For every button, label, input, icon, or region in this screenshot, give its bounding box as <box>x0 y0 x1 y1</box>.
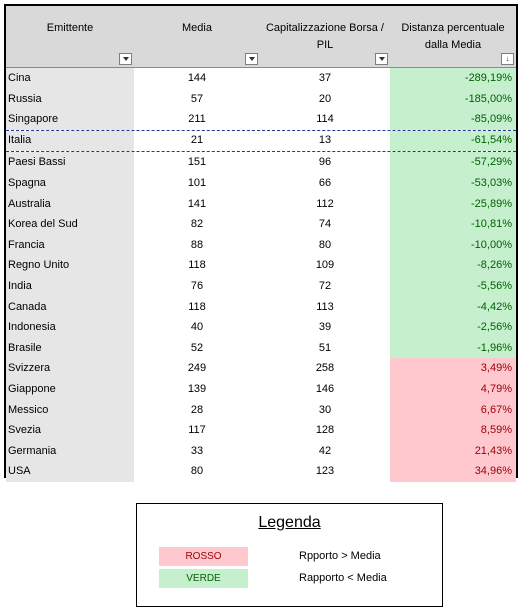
cell-media: 88 <box>134 235 260 256</box>
table-row <box>6 420 516 441</box>
cell-distanza: -289,19% <box>390 68 516 89</box>
cell-distanza: -8,26% <box>390 255 516 276</box>
cell-distanza: -61,54% <box>390 131 516 152</box>
legend-box <box>136 503 443 607</box>
cell-emittente: India <box>6 276 134 297</box>
legend-red-swatch: ROSSO <box>159 547 248 566</box>
table-row <box>6 68 516 89</box>
cell-distanza: 8,59% <box>390 420 516 441</box>
cell-capitalizzazione: 112 <box>260 194 390 215</box>
cell-media: 144 <box>134 68 260 89</box>
cell-emittente: Indonesia <box>6 317 134 338</box>
cell-distanza: 4,79% <box>390 379 516 400</box>
cell-media: 82 <box>134 214 260 235</box>
cell-distanza: 21,43% <box>390 441 516 462</box>
cell-emittente: Svizzera <box>6 358 134 379</box>
cell-capitalizzazione: 37 <box>260 68 390 89</box>
table-header <box>6 6 516 68</box>
cell-emittente: Germania <box>6 441 134 462</box>
cell-media: 76 <box>134 276 260 297</box>
cell-media: 57 <box>134 89 260 110</box>
cell-emittente: Svezia <box>6 420 134 441</box>
cell-emittente: Russia <box>6 89 134 110</box>
header-media <box>134 6 260 67</box>
header-capitalizzazione <box>260 6 390 67</box>
spreadsheet-table <box>4 4 518 478</box>
cell-distanza: -185,00% <box>390 89 516 110</box>
cell-distanza: -10,00% <box>390 235 516 256</box>
cell-emittente: Francia <box>6 235 134 256</box>
cell-capitalizzazione: 51 <box>260 338 390 359</box>
table-row <box>6 255 516 276</box>
cell-media: 80 <box>134 461 260 482</box>
table-row <box>6 214 516 235</box>
cell-emittente: Cina <box>6 68 134 89</box>
legend-red-description: Rpporto > Media <box>299 550 381 562</box>
cell-media: 21 <box>134 131 260 152</box>
filter-dropdown-icon[interactable] <box>119 53 132 65</box>
legend-green-swatch: VERDE <box>159 569 248 588</box>
table-row <box>6 194 516 215</box>
cell-emittente: Messico <box>6 400 134 421</box>
table-row <box>6 358 516 379</box>
cell-capitalizzazione: 123 <box>260 461 390 482</box>
table-row <box>6 461 516 482</box>
table-row <box>6 235 516 256</box>
cell-media: 211 <box>134 109 260 130</box>
table-row <box>6 276 516 297</box>
cell-distanza: -5,56% <box>390 276 516 297</box>
cell-media: 249 <box>134 358 260 379</box>
table-row <box>6 152 516 173</box>
cell-capitalizzazione: 113 <box>260 297 390 318</box>
cell-capitalizzazione: 96 <box>260 152 390 173</box>
table-row <box>6 317 516 338</box>
cell-media: 117 <box>134 420 260 441</box>
cell-media: 118 <box>134 297 260 318</box>
cell-media: 151 <box>134 152 260 173</box>
table-row <box>6 379 516 400</box>
cell-capitalizzazione: 128 <box>260 420 390 441</box>
cell-media: 28 <box>134 400 260 421</box>
table-row <box>6 173 516 194</box>
cell-emittente: Canada <box>6 297 134 318</box>
cell-capitalizzazione: 146 <box>260 379 390 400</box>
header-dist-line2: dalla Media <box>424 39 482 51</box>
cell-media: 40 <box>134 317 260 338</box>
table-row <box>6 400 516 421</box>
cell-distanza: -10,81% <box>390 214 516 235</box>
cell-distanza: -85,09% <box>390 109 516 130</box>
cell-distanza: -25,89% <box>390 194 516 215</box>
cell-capitalizzazione: 258 <box>260 358 390 379</box>
cell-distanza: 3,49% <box>390 358 516 379</box>
cell-emittente: Singapore <box>6 109 134 130</box>
cell-capitalizzazione: 20 <box>260 89 390 110</box>
cell-emittente: Paesi Bassi <box>6 152 134 173</box>
cell-distanza: -57,29% <box>390 152 516 173</box>
cell-distanza: 34,96% <box>390 461 516 482</box>
cell-capitalizzazione: 72 <box>260 276 390 297</box>
header-distanza-label <box>390 20 516 54</box>
legend-green-description: Rapporto < Media <box>299 572 387 584</box>
table-body <box>6 68 516 482</box>
cell-distanza: -4,42% <box>390 297 516 318</box>
filter-dropdown-icon[interactable] <box>245 53 258 65</box>
cell-capitalizzazione: 74 <box>260 214 390 235</box>
cell-emittente: USA <box>6 461 134 482</box>
cell-capitalizzazione: 114 <box>260 109 390 130</box>
header-capitalizzazione-label <box>260 20 390 54</box>
header-media-label: Media <box>182 22 212 34</box>
cell-distanza: 6,67% <box>390 400 516 421</box>
cell-capitalizzazione: 39 <box>260 317 390 338</box>
cell-emittente: Regno Unito <box>6 255 134 276</box>
table-row <box>6 89 516 110</box>
cell-emittente: Giappone <box>6 379 134 400</box>
cell-emittente: Spagna <box>6 173 134 194</box>
cell-emittente: Italia <box>6 131 134 152</box>
cell-emittente: Korea del Sud <box>6 214 134 235</box>
cell-distanza: -1,96% <box>390 338 516 359</box>
cell-media: 139 <box>134 379 260 400</box>
cell-distanza: -2,56% <box>390 317 516 338</box>
cell-capitalizzazione: 13 <box>260 131 390 152</box>
header-dist-line1: Distanza percentuale <box>401 22 505 34</box>
table-row <box>6 338 516 359</box>
filter-dropdown-icon[interactable] <box>375 53 388 65</box>
table-row-highlighted <box>6 130 516 153</box>
table-row <box>6 441 516 462</box>
cell-media: 101 <box>134 173 260 194</box>
cell-emittente: Australia <box>6 194 134 215</box>
cell-capitalizzazione: 42 <box>260 441 390 462</box>
header-emittente-label: Emittente <box>46 22 94 34</box>
cell-emittente: Brasile <box>6 338 134 359</box>
cell-capitalizzazione: 30 <box>260 400 390 421</box>
cell-media: 118 <box>134 255 260 276</box>
cell-capitalizzazione: 109 <box>260 255 390 276</box>
cell-media: 141 <box>134 194 260 215</box>
table-row <box>6 297 516 318</box>
header-cap-line2: PIL <box>316 39 334 51</box>
cell-media: 33 <box>134 441 260 462</box>
cell-media: 52 <box>134 338 260 359</box>
sort-descending-filter-icon[interactable]: ↓ <box>501 53 514 65</box>
header-cap-line1: Capitalizzazione Borsa / <box>265 22 384 34</box>
cell-capitalizzazione: 66 <box>260 173 390 194</box>
header-emittente <box>6 6 134 67</box>
cell-capitalizzazione: 80 <box>260 235 390 256</box>
table-row <box>6 109 516 130</box>
legend-title: Legenda <box>258 514 321 531</box>
header-distanza <box>390 6 516 67</box>
cell-distanza: -53,03% <box>390 173 516 194</box>
